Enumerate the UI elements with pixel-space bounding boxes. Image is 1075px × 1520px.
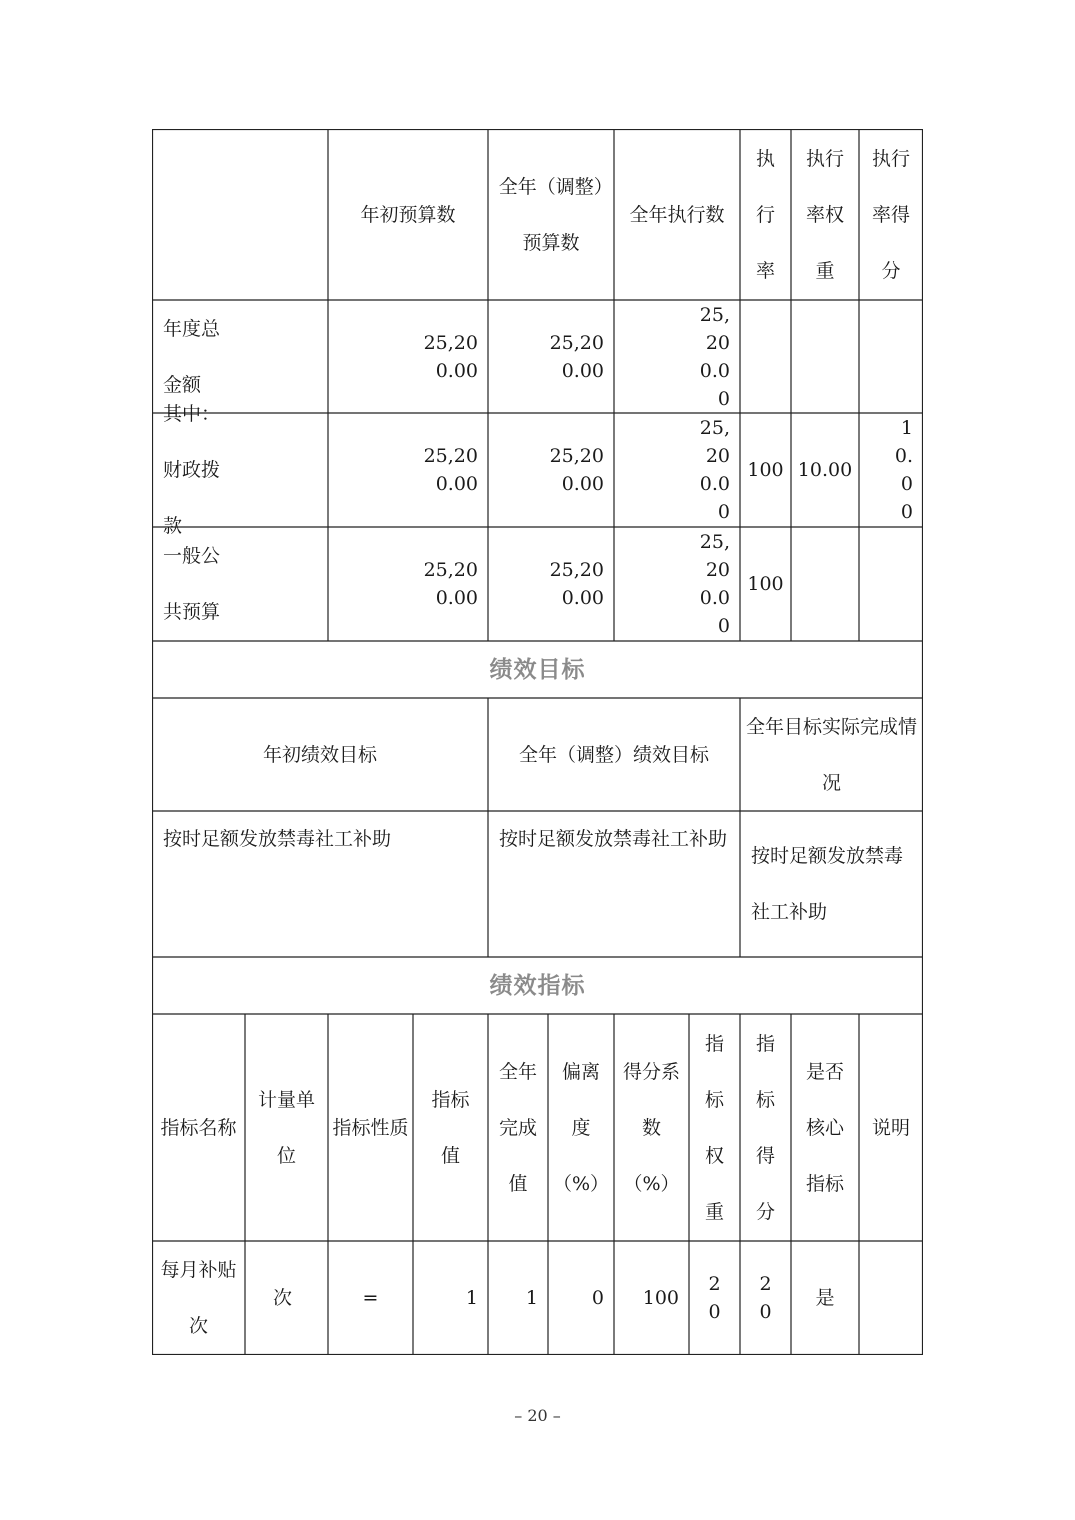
budget-header-exec-weight	[791, 129, 859, 300]
goals-row-initial-text: 按时足额发放禁毒社工补助	[163, 828, 392, 850]
budget-row-initial-text: 25,200.00	[423, 445, 478, 495]
budget-row-label-text: 其中：财政拨款	[163, 403, 221, 537]
budget-row-rate-text: 100	[747, 459, 784, 481]
budget-header-adjusted	[488, 129, 614, 300]
budget-row-score	[859, 527, 923, 641]
budget-row-score-text: 10.00	[894, 417, 913, 523]
ind-header-score-text: 指标得分	[756, 1032, 776, 1223]
budget-row-initial	[328, 300, 488, 413]
ind-header-name	[152, 1014, 245, 1241]
budget-row-executed	[614, 300, 740, 413]
budget-row-label-text: 年度总金额	[163, 317, 221, 396]
goals-row-adjusted	[488, 811, 740, 957]
ind-header-note	[859, 1014, 923, 1241]
ind-row-coef-text: 100	[642, 1287, 679, 1309]
ind-header-unit-text: 计量单位	[257, 1088, 315, 1167]
goals-section-title	[152, 641, 923, 698]
budget-row-executed-text: 25,200.00	[699, 531, 730, 637]
ind-header-weight-text: 指标权重	[705, 1032, 725, 1223]
budget-row-initial-text: 25,200.00	[423, 559, 478, 609]
ind-header-deviation-text: 偏离度（%）	[552, 1060, 610, 1195]
budget-performance-table	[152, 129, 923, 1355]
budget-row-weight	[791, 527, 859, 641]
budget-row-score	[859, 413, 923, 527]
budget-header-initial-text: 年初预算数	[360, 203, 456, 226]
ind-row-unit-text: 次	[272, 1287, 292, 1309]
budget-row-label	[152, 527, 328, 641]
budget-header-executed	[614, 129, 740, 300]
budget-row-weight	[791, 413, 859, 527]
budget-row-rate	[740, 300, 791, 413]
budget-row-initial-text: 25,200.00	[423, 331, 478, 382]
ind-header-core-text: 是否核心指标	[805, 1060, 844, 1195]
goals-header-actual-text: 全年目标实际完成情况	[746, 715, 918, 794]
budget-row-adjusted-text: 25,200.00	[549, 559, 604, 609]
ind-row-unit	[245, 1241, 328, 1355]
budget-row-label	[152, 403, 328, 537]
budget-row-adjusted-text: 25,200.00	[549, 445, 604, 495]
goals-row-initial	[152, 811, 488, 957]
ind-header-nature	[328, 1014, 413, 1241]
budget-row-label-text: 一般公共预算	[163, 545, 221, 623]
budget-header-exec-rate	[740, 129, 791, 300]
ind-row-value-text: 1	[465, 1287, 478, 1309]
ind-header-coef	[614, 1014, 689, 1241]
goals-header-initial	[152, 698, 488, 811]
ind-header-name-text: 指标名称	[160, 1116, 237, 1139]
budget-header-adjusted-text: 全年（调整）预算数	[498, 175, 604, 254]
budget-header-exec-rate-text: 执行率	[756, 147, 776, 282]
ind-header-nature-text: 指标性质	[332, 1116, 409, 1139]
goals-row-adjusted-text: 按时足额发放禁毒社工补助	[499, 828, 728, 850]
goals-header-actual	[740, 698, 923, 811]
goals-row-actual-text: 按时足额发放禁毒社工补助	[751, 845, 904, 923]
ind-header-value-text: 指标值	[431, 1088, 470, 1167]
budget-row-score	[859, 300, 923, 413]
ind-header-core	[791, 1014, 859, 1241]
indicators-section-title-text: 绩效指标	[489, 972, 586, 999]
ind-row-core	[791, 1241, 859, 1355]
budget-header-executed-text: 全年执行数	[629, 203, 725, 226]
budget-row-executed-text: 25,200.00	[699, 417, 730, 523]
budget-row-rate	[740, 527, 791, 641]
ind-row-core-text: 是	[815, 1287, 835, 1309]
ind-row-nature	[328, 1241, 413, 1355]
goals-header-adjusted-text: 全年（调整）绩效目标	[518, 743, 709, 766]
budget-row-executed-text: 25,200.00	[699, 303, 730, 410]
ind-header-unit	[245, 1014, 328, 1241]
budget-header-initial	[328, 129, 488, 300]
budget-row-adjusted	[488, 300, 614, 413]
budget-header-exec-score	[859, 129, 923, 300]
budget-row-executed	[614, 527, 740, 641]
ind-row-deviation	[548, 1241, 614, 1355]
ind-row-weight	[689, 1241, 740, 1355]
ind-header-note-text: 说明	[871, 1116, 910, 1139]
budget-row-initial	[328, 527, 488, 641]
ind-header-deviation	[548, 1014, 614, 1241]
budget-row-adjusted	[488, 413, 614, 527]
ind-row-completed	[488, 1241, 548, 1355]
ind-row-coef	[614, 1241, 689, 1355]
budget-header-exec-weight-text: 执行率权重	[805, 147, 844, 282]
budget-row-adjusted-text: 25,200.00	[549, 331, 604, 382]
budget-row-rate-text: 100	[747, 573, 784, 595]
ind-row-name-text: 每月补贴次	[160, 1259, 237, 1337]
budget-header-blank	[152, 129, 328, 300]
budget-header-exec-score-text: 执行率得分	[871, 147, 910, 282]
ind-row-score-text: 20	[759, 1273, 772, 1323]
ind-row-nature-text: =	[362, 1287, 379, 1309]
budget-row-initial	[328, 413, 488, 527]
goals-row-actual	[740, 811, 923, 957]
budget-row-weight-text: 10.00	[797, 459, 853, 481]
ind-row-score	[740, 1241, 791, 1355]
ind-header-coef-text: 得分系数（%）	[622, 1060, 680, 1195]
budget-row-weight	[791, 300, 859, 413]
ind-header-completed	[488, 1014, 548, 1241]
budget-row-adjusted	[488, 527, 614, 641]
ind-row-note	[859, 1241, 923, 1355]
ind-header-value	[413, 1014, 488, 1241]
page-number: – 20 –	[514, 1406, 561, 1425]
ind-row-name	[152, 1241, 245, 1355]
ind-header-weight	[689, 1014, 740, 1241]
goals-header-initial-text: 年初绩效目标	[262, 743, 377, 766]
ind-header-score	[740, 1014, 791, 1241]
indicators-section-title	[152, 957, 923, 1014]
budget-row-rate	[740, 413, 791, 527]
ind-row-value	[413, 1241, 488, 1355]
budget-row-executed	[614, 413, 740, 527]
ind-row-completed-text: 1	[525, 1287, 538, 1309]
goals-header-adjusted	[488, 698, 740, 811]
goals-section-title-text: 绩效目标	[489, 656, 586, 683]
ind-header-completed-text: 全年完成值	[498, 1060, 537, 1195]
ind-row-weight-text: 20	[708, 1273, 721, 1323]
ind-row-deviation-text: 0	[591, 1287, 604, 1309]
